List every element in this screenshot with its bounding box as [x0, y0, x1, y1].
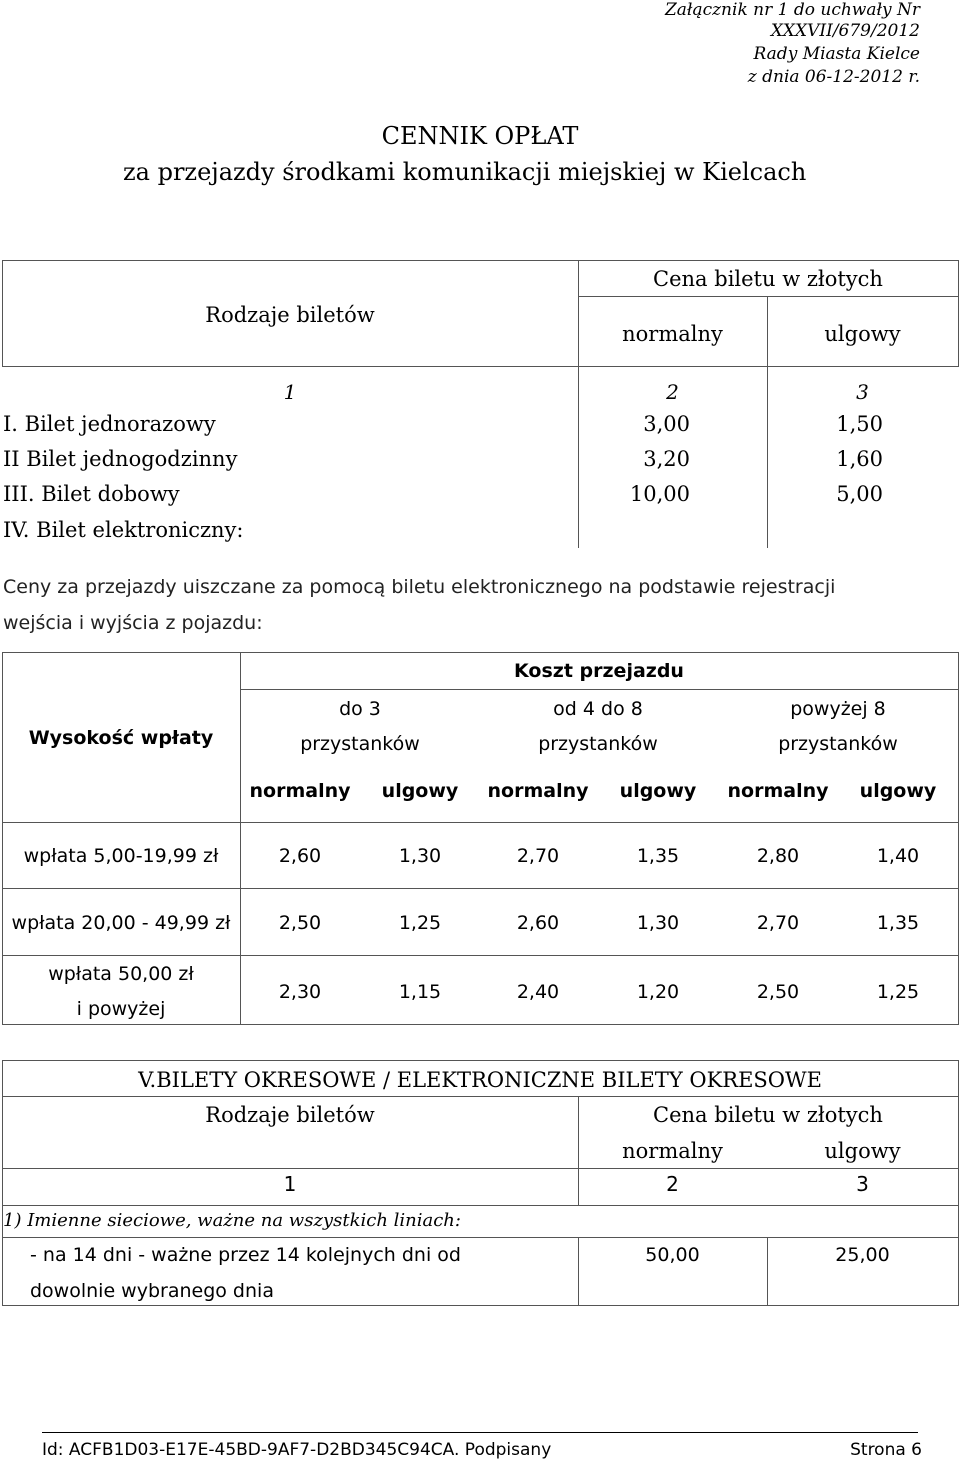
row-normal-price: 3,20 — [643, 447, 690, 471]
row-reduced-price: 1,50 — [836, 412, 883, 436]
group-over-8-line-1: powyżej 8 — [790, 698, 886, 720]
col-number-1: 1 — [283, 380, 297, 404]
row-14-days-line-2: dowolnie wybranego dnia — [30, 1280, 274, 1302]
header-ticket-price: Cena biletu w złotych — [653, 1103, 883, 1127]
subheader-reduced: ulgowy — [619, 780, 697, 802]
electronic-intro-line-1: Ceny za przejazdy uiszczane za pomocą biletu elektronicznego na podstawie rejestracji — [3, 576, 836, 598]
group-up-to-3-line-2: przystanków — [300, 733, 420, 755]
section-named-network-tickets: 1) Imienne sieciowe, ważne na wszystkich liniach: — [3, 1210, 461, 1231]
header-normal: normalny — [622, 1139, 723, 1163]
fare-cell: 1,15 — [398, 981, 442, 1003]
fare-cell: 1,20 — [636, 981, 680, 1003]
row-label-hour-ticket: II Bilet jednogodzinny — [3, 447, 238, 471]
row-label-single-ticket: I. Bilet jednorazowy — [3, 412, 216, 436]
fare-cell: 2,70 — [756, 912, 800, 934]
fare-cell: 2,80 — [756, 845, 800, 867]
row-normal-price: 3,00 — [643, 412, 690, 436]
amount-label: wpłata 5,00-19,99 zł — [23, 845, 219, 867]
fare-cell: 1,40 — [876, 845, 920, 867]
header-ticket-types: Rodzaje biletów — [205, 1103, 375, 1127]
subheader-normal: normalny — [727, 780, 829, 802]
subheader-reduced: ulgowy — [859, 780, 937, 802]
header-normal: normalny — [622, 322, 723, 346]
amount-label-line-2: i powyżej — [76, 998, 166, 1020]
annex-line-4: z dnia 06-12-2012 r. — [747, 67, 920, 87]
col-number-2: 2 — [666, 1172, 679, 1196]
col-number-1: 1 — [283, 1172, 297, 1196]
group-4-to-8-line-1: od 4 do 8 — [553, 698, 643, 720]
annex-line-1: Załącznik nr 1 do uchwały Nr — [664, 0, 920, 20]
fare-cell: 2,70 — [516, 845, 560, 867]
header-ticket-price: Cena biletu w złotych — [653, 267, 883, 291]
periodic-tickets-title: V.BILETY OKRESOWE / ELEKTRONICZNE BILETY OKRESOWE — [138, 1068, 822, 1092]
fare-cell: 1,35 — [636, 845, 680, 867]
fare-cell: 2,50 — [756, 981, 800, 1003]
fare-cell: 2,60 — [278, 845, 322, 867]
col-number-2: 2 — [666, 380, 679, 404]
fare-cell: 1,35 — [876, 912, 920, 934]
amount-label: wpłata 20,00 - 49,99 zł — [11, 912, 231, 934]
row-label-electronic-ticket: IV. Bilet elektroniczny: — [3, 518, 244, 542]
fare-cell: 1,30 — [398, 845, 442, 867]
header-amount: Wysokość wpłaty — [28, 727, 214, 749]
group-4-to-8-line-2: przystanków — [538, 733, 658, 755]
header-reduced: ulgowy — [824, 1139, 901, 1163]
fare-cell: 2,30 — [278, 981, 322, 1003]
subheader-normal: normalny — [487, 780, 589, 802]
row-14-days-line-1: - na 14 dni - ważne przez 14 kolejnych dni od — [30, 1244, 461, 1266]
annex-line-2: XXXVII/679/2012 — [770, 21, 920, 41]
fare-cell: 1,25 — [876, 981, 920, 1003]
fare-cell: 2,60 — [516, 912, 560, 934]
fare-cell: 1,30 — [636, 912, 680, 934]
row-reduced-price: 1,60 — [836, 447, 883, 471]
page-title: CENNIK OPŁAT — [381, 122, 579, 150]
amount-label-line-1: wpłata 50,00 zł — [48, 963, 194, 985]
fare-cell: 2,50 — [278, 912, 322, 934]
row-reduced-price: 5,00 — [836, 482, 883, 506]
col-number-3: 3 — [856, 1172, 869, 1196]
fare-cell: 2,40 — [516, 981, 560, 1003]
row-14-days-normal: 50,00 — [645, 1244, 700, 1266]
fare-cell: 1,25 — [398, 912, 442, 934]
header-reduced: ulgowy — [824, 322, 901, 346]
group-over-8-line-2: przystanków — [778, 733, 898, 755]
subheader-reduced: ulgowy — [381, 780, 459, 802]
header-travel-cost: Koszt przejazdu — [514, 660, 684, 682]
footer-page-number: Strona 6 — [850, 1440, 922, 1460]
page-subtitle: za przejazdy środkami komunikacji miejskiej w Kielcach — [123, 158, 807, 186]
col-number-3: 3 — [856, 380, 869, 404]
electronic-intro-line-2: wejścia i wyjścia z pojazdu: — [3, 612, 263, 634]
footer-document-id: Id: ACFB1D03-E17E-45BD-9AF7-D2BD345C94CA. Podpisany — [42, 1440, 552, 1460]
row-normal-price: 10,00 — [629, 482, 690, 506]
subheader-normal: normalny — [249, 780, 351, 802]
header-ticket-types: Rodzaje biletów — [205, 303, 375, 327]
footer-divider — [42, 1432, 918, 1433]
group-up-to-3-line-1: do 3 — [339, 698, 381, 720]
row-label-day-ticket: III. Bilet dobowy — [3, 482, 180, 506]
row-14-days-reduced: 25,00 — [835, 1244, 890, 1266]
annex-line-3: Rady Miasta Kielce — [753, 44, 920, 64]
